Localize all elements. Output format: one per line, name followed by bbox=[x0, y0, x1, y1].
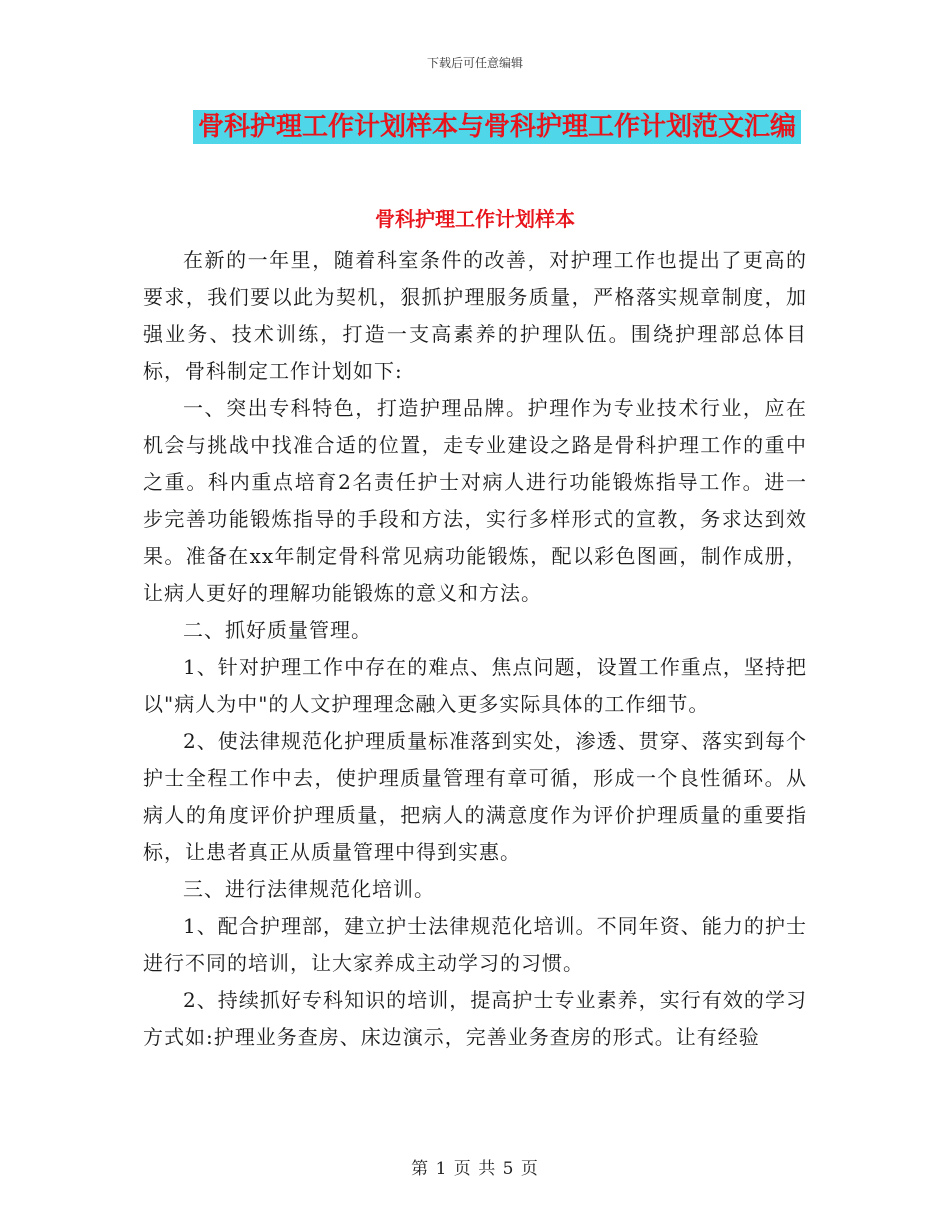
header-note: 下载后可任意编辑 bbox=[426, 56, 523, 70]
section-title: 骨科护理工作计划样本 bbox=[375, 207, 575, 231]
paragraph: 在新的一年里，随着科室条件的改善，对护理工作也提出了更高的要求，我们要以此为契机，狠抓护理服务质量，严格落实规章制度，加强业务、技术训练，打造一支高素养的护理队伍。围绕护理部总体目标，骨科制定工作计划如下: bbox=[143, 248, 807, 383]
page-footer: 第 1 页 共 5 页 bbox=[411, 1159, 539, 1179]
paragraph: 三、进行法律规范化培训。 bbox=[183, 877, 435, 901]
paragraph: 一、突出专科特色，打造护理品牌。护理作为专业技术行业，应在机会与挑战中找准合适的位置，走专业建设之路是骨科护理工作的重中之重。科内重点培育2名责任护士对病人进行功能锻炼指导工作。进一步完善功能锻炼指导的手段和方法，实行多样形式的宣教，务求达到效果。准备在xx年制定骨科常见病功能锻炼，配以彩色图画，制作成册，让病人更好的理解功能锻炼的意义和方法。 bbox=[143, 396, 807, 605]
paragraph: 2、使法律规范化护理质量标准落到实处，渗透、贯穿、落实到每个护士全程工作中去，使护理质量管理有章可循，形成一个良性循环。从病人的角度评价护理质量，把病人的满意度作为评价护理质量的重要指标，让患者真正从质量管理中得到实惠。 bbox=[143, 729, 807, 864]
body-text bbox=[143, 242, 807, 1056]
paragraph: 1、配合护理部，建立护士法律规范化培训。不同年资、能力的护士进行不同的培训，让大家养成主动学习的习惯。 bbox=[143, 914, 807, 975]
paragraph: 二、抓好质量管理。 bbox=[183, 618, 372, 642]
paragraph: 1、针对护理工作中存在的难点、焦点问题，设置工作重点，坚持把以"病人为中"的人文护理理念融入更多实际具体的工作细节。 bbox=[143, 655, 807, 716]
paragraph: 2、持续抓好专科知识的培训，提高护士专业素养，实行有效的学习方式如:护理业务查房、床边演示，完善业务查房的形式。让有经验 bbox=[143, 988, 807, 1049]
document-title: 骨科护理工作计划样本与骨科护理工作计划范文汇编 bbox=[193, 110, 801, 144]
